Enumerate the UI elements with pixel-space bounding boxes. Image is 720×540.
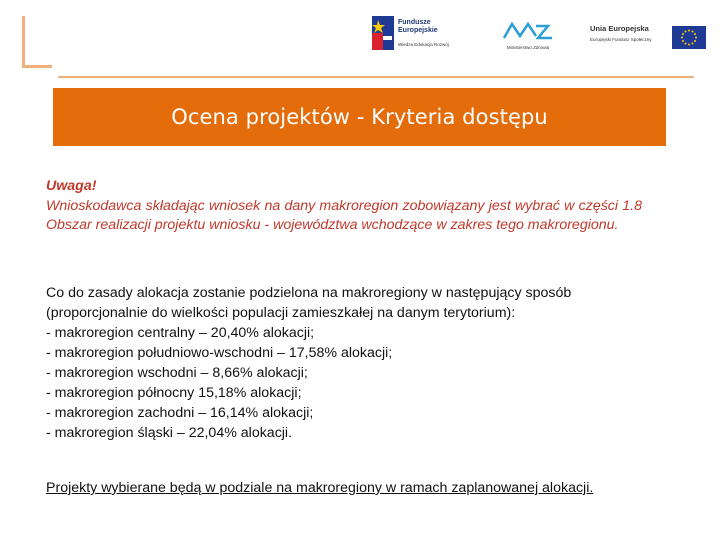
allocation-intro: Co do zasady alokacja zostanie podzielona na makroregiony w następujący sposób [46, 285, 572, 301]
mz-logo-icon [498, 18, 558, 44]
notice-block [46, 177, 642, 236]
allocation-item-slaski: - makroregion śląski – 22,04% alokacji. [46, 425, 293, 441]
fundusze-europejskie-flag-icon [372, 16, 394, 50]
eu-logo [586, 20, 708, 52]
logos-divider [58, 76, 694, 78]
allocation-item-wschodni: - makroregion wschodni – 8,66% alokacji; [46, 365, 308, 381]
eu-title: Unia Europejska [590, 24, 649, 33]
allocation-block [46, 283, 646, 443]
corner-logo-icon [22, 10, 52, 68]
fundusze-europejskie-logo [372, 16, 462, 54]
allocation-item-centralny: - makroregion centralny – 20,40% alokacji; [46, 325, 315, 341]
page-title: Ocena projektów - Kryteria dostępu [171, 105, 548, 129]
logos-bar [0, 0, 720, 72]
allocation-item-zachodni: - makroregion zachodni – 16,14% alokacji; [46, 405, 314, 421]
title-banner [53, 88, 666, 146]
allocation-item-poludniowo-wschodni: - makroregion południowo-wschodni – 17,58% alokacji; [46, 345, 393, 361]
allocation-intro-note: (proporcjonalnie do wielkości populacji zamieszkałej na danym terytorium): [46, 305, 516, 321]
fundusze-title: Fundusze Europejskie [398, 19, 438, 34]
notice-text: Wnioskodawca składając wniosek na dany makroregion zobowiązany jest wybrać w części 1.8 Obszar realizacji projektu wniosku - województwa wchodzące w zakres tego makroregionu. [46, 197, 642, 233]
notice-heading: Uwaga! [46, 178, 97, 194]
eu-subtitle: Europejski Fundusz Społeczny [590, 37, 652, 42]
fundusze-subtitle: Wiedza Edukacja Rozwój [398, 42, 449, 47]
eu-flag-icon [672, 26, 706, 49]
ministry-logo [498, 18, 558, 54]
final-note: Projekty wybierane będą w podziale na makroregiony w ramach zaplanowanej alokacji. [46, 480, 594, 496]
ministry-subtitle: Ministerstwo Zdrowia [506, 45, 550, 50]
allocation-item-polnocny: - makroregion północny 15,18% alokacji; [46, 385, 302, 401]
